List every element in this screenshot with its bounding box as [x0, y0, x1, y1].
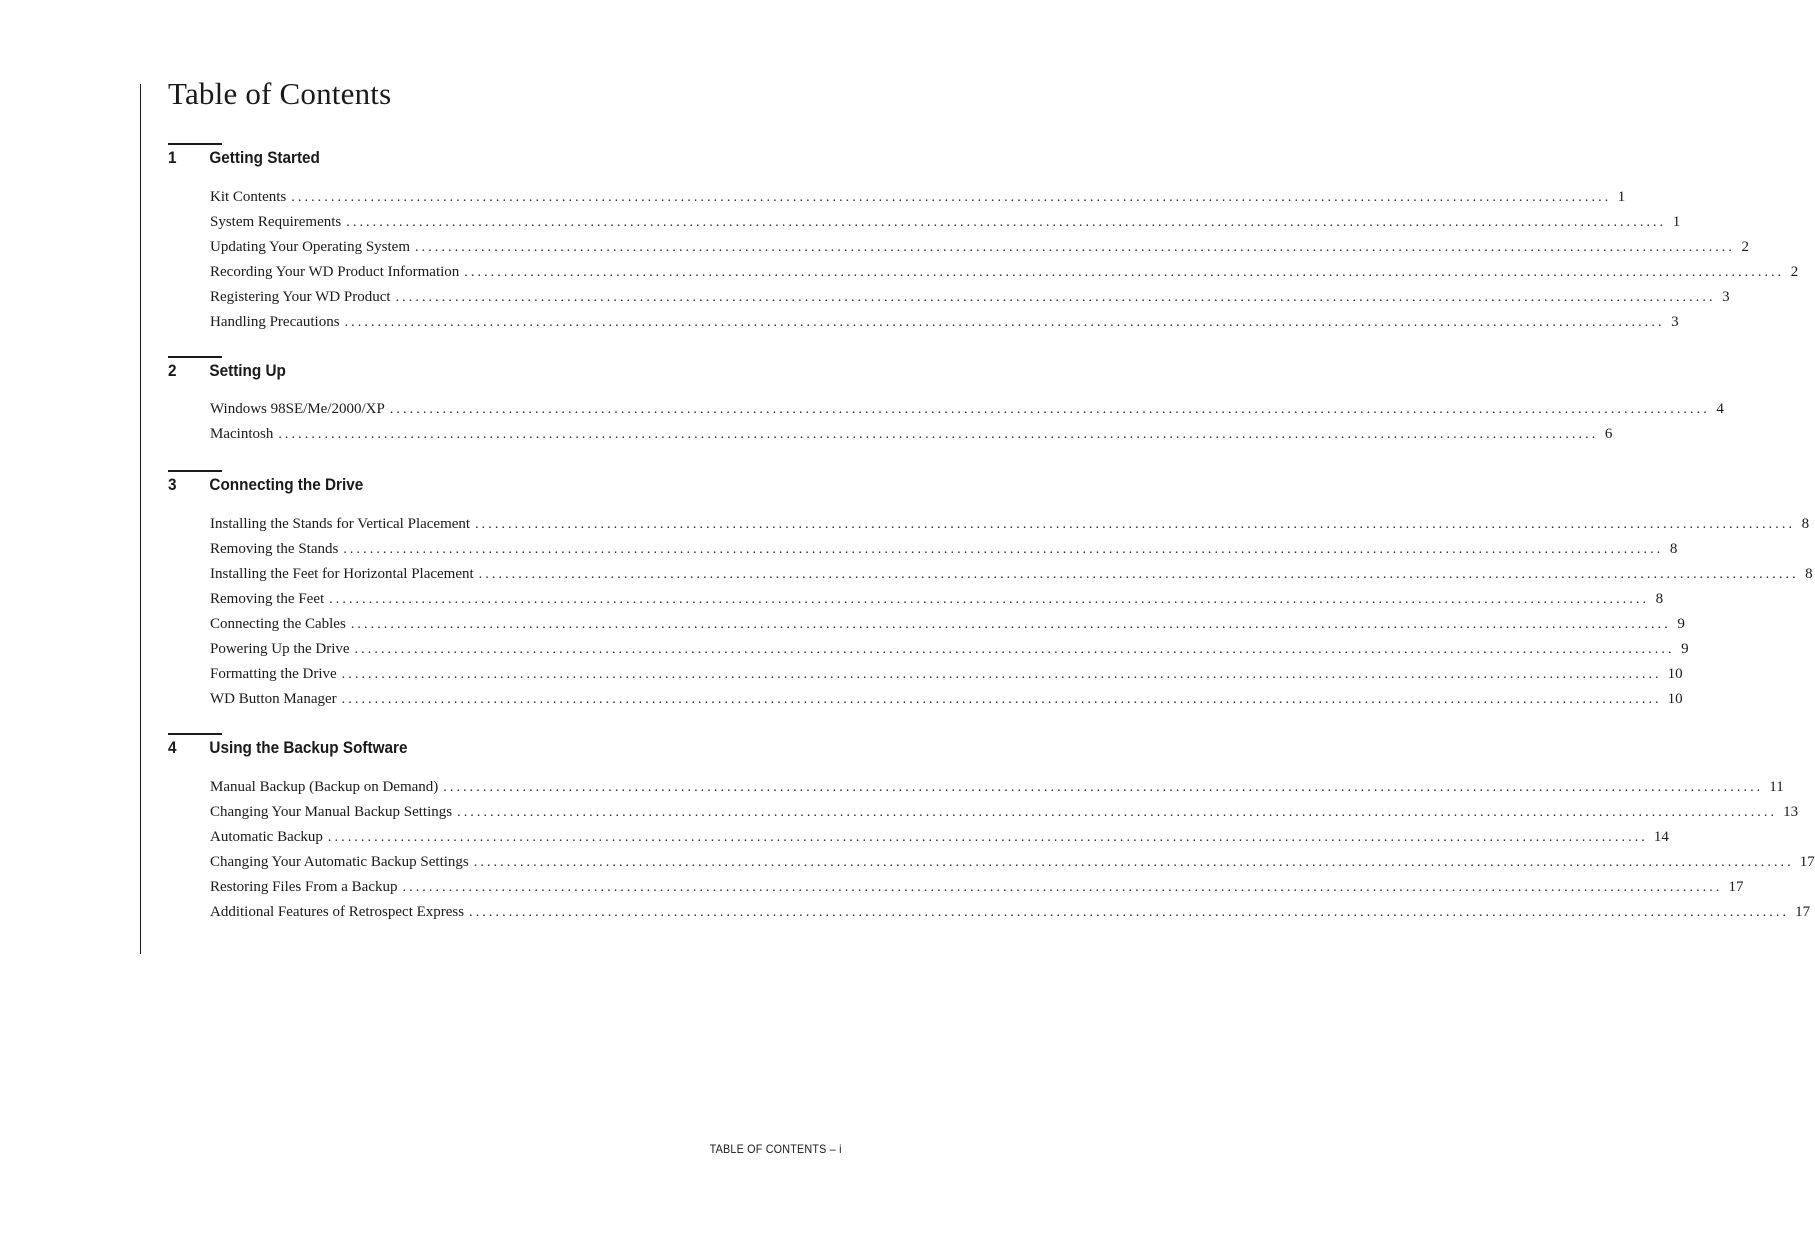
entry-page-number: 6 [1604, 426, 1613, 442]
dot-leader: ........................................................................................................................................................................................................ [469, 905, 1790, 920]
toc-entry[interactable] [210, 422, 1613, 447]
dot-leader: ........................................................................................................................................................................................................ [343, 542, 1664, 557]
entry-title: WD Button Manager [210, 691, 337, 707]
dot-leader: ........................................................................................................................................................................................................ [402, 880, 1723, 895]
entry-page-number: 14 [1653, 829, 1669, 845]
section-entries [210, 775, 1815, 925]
entry-page-number: 11 [1769, 779, 1784, 795]
section-title: Setting Up [209, 361, 286, 380]
entry-page-number: 17 [1799, 854, 1815, 870]
dot-leader: ........................................................................................................................................................................................................ [443, 780, 1764, 795]
section-rule [168, 143, 222, 145]
dot-leader: ........................................................................................................................................................................................................ [389, 402, 1710, 417]
entry-page-number: 2 [1741, 239, 1749, 255]
toc-entry[interactable] [210, 210, 1681, 235]
entry-page-number: 9 [1681, 641, 1689, 657]
section-title: Getting Started [209, 148, 320, 167]
entry-title: Removing the Feet [210, 591, 325, 607]
entry-title: System Requirements [210, 214, 342, 230]
section-rule [168, 356, 222, 358]
toc-entry[interactable] [210, 235, 1749, 260]
entry-title: Additional Features of Retrospect Express [210, 904, 465, 920]
toc-entry[interactable] [210, 612, 1685, 637]
entry-title: Changing Your Manual Backup Settings [210, 804, 453, 820]
entry-title: Formatting the Drive [210, 666, 337, 682]
dot-leader: ........................................................................................................................................................................................................ [464, 265, 1785, 280]
entry-page-number: 1 [1617, 189, 1626, 205]
toc-entry[interactable] [210, 310, 1679, 335]
toc-entry[interactable] [210, 537, 1678, 562]
entry-page-number: 8 [1655, 591, 1664, 607]
section-entries [210, 397, 1724, 447]
toc-entry[interactable] [210, 875, 1744, 900]
toc-entry[interactable] [210, 900, 1811, 925]
entry-title: Kit Contents [210, 189, 287, 205]
entry-title: Handling Precautions [210, 314, 340, 330]
toc-entry[interactable] [210, 662, 1683, 687]
entry-page-number: 13 [1783, 804, 1799, 820]
section-title: Using the Backup Software [209, 738, 408, 757]
dot-leader: ........................................................................................................................................................................................................ [475, 517, 1796, 532]
toc-entry[interactable] [210, 687, 1683, 712]
page-footer: TABLE OF CONTENTS – i [709, 1142, 842, 1156]
entry-page-number: 3 [1722, 289, 1730, 305]
dot-leader: ........................................................................................................................................................................................................ [278, 427, 1599, 442]
entry-page-number: 4 [1716, 401, 1724, 417]
entry-page-number: 3 [1671, 314, 1679, 330]
dot-leader: ........................................................................................................................................................................................................ [354, 642, 1675, 657]
section-rule [168, 470, 222, 472]
toc-entry[interactable] [210, 260, 1799, 285]
entry-title: Powering Up the Drive [210, 641, 350, 657]
section-heading[interactable] [168, 361, 623, 383]
section-number: 3 [168, 475, 177, 494]
page-title: Table of Contents [168, 76, 392, 111]
section-heading[interactable] [168, 148, 623, 170]
dot-leader: ........................................................................................................................................................................................................ [473, 855, 1794, 870]
entry-page-number: 8 [1805, 566, 1813, 582]
dot-leader: ........................................................................................................................................................................................................ [341, 692, 1662, 707]
toc-entry[interactable] [210, 562, 1813, 587]
entry-title: Installing the Stands for Vertical Placement [210, 516, 471, 532]
section-heading[interactable] [168, 475, 623, 497]
section-title: Connecting the Drive [209, 475, 364, 494]
dot-leader: ........................................................................................................................................................................................................ [346, 215, 1667, 230]
entry-title: Installing the Feet for Horizontal Placement [210, 566, 474, 582]
toc-entry[interactable] [210, 850, 1815, 875]
entry-page-number: 17 [1728, 879, 1744, 895]
toc-entry[interactable] [210, 637, 1689, 662]
section-number: 1 [168, 148, 177, 167]
entry-title: Changing Your Automatic Backup Settings [210, 854, 469, 870]
dot-leader: ........................................................................................................................................................................................................ [341, 667, 1662, 682]
entry-title: Restoring Files From a Backup [210, 879, 398, 895]
entry-title: Registering Your WD Product [210, 289, 391, 305]
toc-entry[interactable] [210, 397, 1724, 422]
entry-title: Connecting the Cables [210, 616, 346, 632]
entry-page-number: 10 [1667, 666, 1683, 682]
entry-page-number: 17 [1795, 904, 1811, 920]
dot-leader: ........................................................................................................................................................................................................ [415, 240, 1735, 255]
toc-entry[interactable] [210, 825, 1669, 850]
toc-entry[interactable] [210, 185, 1626, 210]
toc-entry[interactable] [210, 775, 1784, 800]
entry-page-number: 1 [1672, 214, 1681, 230]
section-number: 4 [168, 738, 177, 757]
entry-title: Windows 98SE/Me/2000/XP [210, 401, 385, 417]
dot-leader: ........................................................................................................................................................................................................ [344, 315, 1665, 330]
entry-page-number: 2 [1790, 264, 1799, 280]
entry-title: Updating Your Operating System [210, 239, 410, 255]
toc-entry[interactable] [210, 587, 1664, 612]
toc-entry[interactable] [210, 285, 1730, 310]
entry-title: Manual Backup (Backup on Demand) [210, 779, 439, 795]
section-heading[interactable] [168, 738, 623, 760]
toc-entry[interactable] [210, 800, 1799, 825]
dot-leader: ........................................................................................................................................................................................................ [327, 830, 1648, 845]
entry-page-number: 10 [1667, 691, 1683, 707]
toc-entry[interactable] [210, 512, 1810, 537]
margin-rule [140, 84, 141, 954]
entry-title: Recording Your WD Product Information [210, 264, 460, 280]
entry-title: Macintosh [210, 426, 274, 442]
entry-page-number: 8 [1669, 541, 1678, 557]
section-number: 2 [168, 361, 177, 380]
entry-page-number: 9 [1677, 616, 1685, 632]
section-entries [210, 185, 1799, 335]
entry-page-number: 8 [1801, 516, 1810, 532]
dot-leader: ........................................................................................................................................................................................................ [478, 567, 1799, 582]
dot-leader: ........................................................................................................................................................................................................ [457, 805, 1778, 820]
section-entries [210, 512, 1813, 712]
dot-leader: ........................................................................................................................................................................................................ [329, 592, 1650, 607]
dot-leader: ........................................................................................................................................................................................................ [291, 190, 1612, 205]
entry-title: Automatic Backup [210, 829, 323, 845]
section-rule [168, 733, 222, 735]
dot-leader: ........................................................................................................................................................................................................ [350, 617, 1671, 632]
entry-title: Removing the Stands [210, 541, 339, 557]
dot-leader: ........................................................................................................................................................................................................ [395, 290, 1716, 305]
